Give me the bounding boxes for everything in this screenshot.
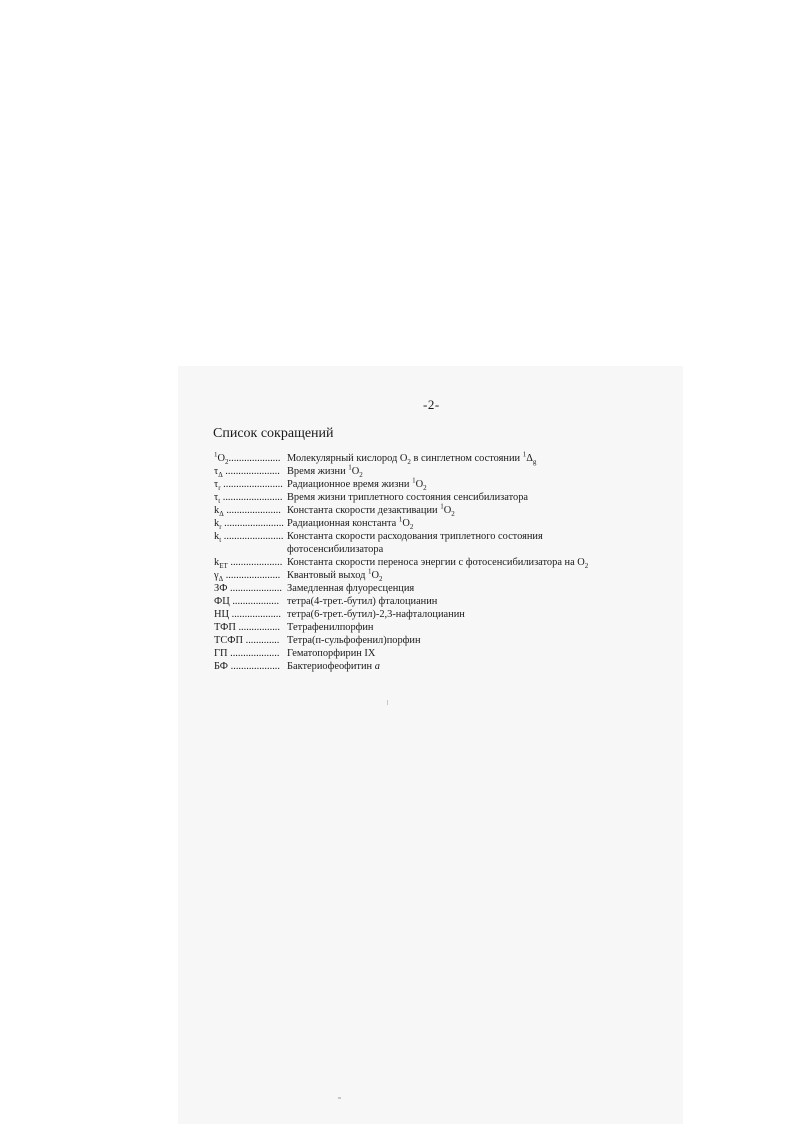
- abbreviation-term: [214, 621, 287, 634]
- abbreviation-row: [214, 569, 634, 582]
- term-leader-dots: ...................: [229, 609, 281, 620]
- definition-text: Константа скорости дезактивации: [287, 505, 441, 516]
- abbreviation-term: [214, 569, 287, 582]
- abbreviation-term: [214, 647, 287, 660]
- section-title: Список сокращений: [213, 426, 334, 441]
- term-leader-dots: .....................: [222, 466, 280, 477]
- term-leader-dots: ....................: [227, 583, 282, 594]
- abbreviation-term: [214, 478, 287, 491]
- term-subscript: r: [218, 484, 221, 491]
- definition-text: Тетрафенилпорфин: [287, 622, 374, 633]
- definition-symbol: O: [415, 479, 424, 490]
- abbreviation-row: [214, 491, 634, 504]
- definition-symbol: O: [351, 466, 360, 477]
- definition-superscript: 1: [412, 476, 416, 485]
- term-leader-dots: ...................: [227, 648, 280, 659]
- definition-subscript: 2: [423, 484, 427, 493]
- definition-text: Гематопорфирин IX: [287, 648, 376, 659]
- definition-text: Замедленная флуоресценция: [287, 583, 415, 594]
- abbreviation-definition: [287, 660, 634, 673]
- term-leader-dots: ..................: [229, 596, 280, 607]
- term-symbol: γ: [214, 570, 219, 581]
- term-subscript: Δ: [218, 575, 224, 582]
- definition-symbol: O: [371, 570, 379, 581]
- abbreviation-row: [214, 660, 634, 673]
- abbreviation-definition: [287, 491, 634, 504]
- definition-text: Время жизни триплетного состояния сенсибилизатора: [287, 492, 529, 503]
- abbreviation-definition: [287, 465, 634, 478]
- abbreviation-definition: [287, 595, 634, 608]
- term-leader-dots: .....................: [223, 505, 281, 516]
- term-symbol: ЗФ: [214, 583, 228, 594]
- definition-text: Тетра(п-сульфофенил)порфин: [287, 635, 421, 646]
- abbreviation-row: [214, 478, 634, 491]
- abbreviation-term: [214, 465, 287, 478]
- abbreviation-term: [214, 530, 287, 543]
- abbreviation-row: [214, 517, 634, 530]
- abbreviation-row: [214, 582, 634, 595]
- abbreviation-row: [214, 621, 634, 634]
- term-symbol: ТФП: [214, 622, 236, 633]
- term-symbol: ФЦ: [214, 596, 230, 607]
- abbreviation-definition: [287, 478, 634, 491]
- abbreviation-row: [214, 465, 634, 478]
- abbreviation-term: [214, 452, 287, 465]
- term-symbol: τ: [214, 479, 219, 490]
- definition-subscript: g: [532, 458, 537, 467]
- scan-speck: [338, 1097, 341, 1099]
- term-subscript: Δ: [219, 510, 224, 517]
- definition-symbol: O: [402, 518, 410, 529]
- abbreviation-term: [214, 595, 287, 608]
- term-leader-dots: .......................: [221, 518, 284, 529]
- term-leader-dots: ....................: [227, 557, 283, 568]
- scan-speck: [387, 700, 388, 705]
- abbreviation-list: [214, 452, 634, 673]
- abbreviation-definition: [287, 634, 634, 647]
- definition-superscript: 1: [522, 450, 527, 459]
- abbreviation-definition: [287, 517, 634, 530]
- abbreviation-row: [214, 647, 634, 660]
- definition-text: Константа скорости расходования триплетного состояния фотосенсибилизатора: [287, 531, 543, 555]
- definition-subscript: 2: [379, 575, 383, 584]
- abbreviation-term: [214, 608, 287, 621]
- definition-text: Бактериофеофитин: [287, 661, 375, 672]
- definition-subscript: 2: [584, 562, 589, 571]
- abbreviation-row: [214, 634, 634, 647]
- term-symbol: ГП: [214, 648, 228, 659]
- definition-text: Время жизни: [287, 466, 349, 477]
- definition-text: Радиационная константа: [287, 518, 399, 529]
- term-subscript: ET: [219, 562, 228, 569]
- abbreviation-row: [214, 556, 634, 569]
- term-symbol: k: [214, 557, 220, 568]
- abbreviation-definition: [287, 608, 634, 621]
- term-symbol: k: [214, 505, 220, 516]
- definition-text: в синглетном состоянии: [410, 453, 523, 464]
- abbreviation-row: [214, 608, 634, 621]
- term-leader-dots: .............: [243, 635, 280, 646]
- term-symbol: τ: [214, 492, 219, 503]
- definition-superscript: 1: [398, 515, 403, 524]
- definition-italic: a: [374, 661, 380, 672]
- definition-superscript: 1: [348, 463, 352, 472]
- term-superscript: 1: [214, 452, 218, 459]
- term-subscript: t: [218, 497, 221, 504]
- abbreviation-definition: [287, 582, 634, 595]
- definition-text: Радиационное время жизни: [287, 479, 413, 490]
- term-leader-dots: ....................: [228, 453, 281, 464]
- definition-superscript: 1: [440, 502, 444, 511]
- definition-text: Квантовый выход: [287, 570, 368, 581]
- abbreviation-definition: [287, 504, 634, 517]
- term-symbol: НЦ: [214, 609, 230, 620]
- term-leader-dots: .......................: [220, 492, 283, 503]
- term-subscript: 2: [225, 458, 229, 465]
- abbreviation-row: [214, 595, 634, 608]
- term-symbol: k: [214, 531, 220, 542]
- abbreviation-row: [214, 504, 634, 517]
- term-subscript: t: [219, 536, 222, 543]
- abbreviation-term: [214, 517, 287, 530]
- definition-superscript: 1: [367, 567, 372, 576]
- definition-subscript: 2: [409, 523, 414, 532]
- term-symbol: БФ: [214, 661, 229, 672]
- term-symbol: τ: [214, 466, 219, 477]
- term-leader-dots: .......................: [220, 479, 283, 490]
- term-subscript: r: [219, 523, 222, 530]
- abbreviation-row: [214, 452, 634, 465]
- term-leader-dots: ................: [235, 622, 281, 633]
- definition-subscript: 2: [451, 510, 455, 519]
- definition-text: Молекулярный кислород O: [287, 453, 408, 464]
- definition-symbol: O: [443, 505, 452, 516]
- abbreviation-definition: [287, 621, 634, 634]
- term-symbol: ТСФП: [214, 635, 243, 646]
- definition-subscript: 2: [359, 471, 363, 480]
- page-number: -2-: [423, 397, 440, 412]
- term-subscript: Δ: [218, 471, 223, 478]
- abbreviation-term: [214, 491, 287, 504]
- abbreviation-definition: [287, 452, 634, 465]
- abbreviation-term: [214, 504, 287, 517]
- abbreviation-definition: [287, 647, 634, 660]
- definition-subscript: 2: [407, 458, 411, 467]
- term-leader-dots: .......................: [221, 531, 284, 542]
- abbreviation-term: [214, 660, 287, 673]
- abbreviation-term: [214, 556, 287, 569]
- definition-text: тетра(6-трет.-бутил)-2,3-нафталоцианин: [287, 609, 465, 620]
- abbreviation-row: [214, 530, 634, 556]
- term-leader-dots: ...................: [228, 661, 280, 672]
- abbreviation-term: [214, 582, 287, 595]
- abbreviation-definition: [287, 556, 634, 569]
- term-symbol: O: [217, 453, 226, 464]
- definition-text: Константа скорости переноса энергии с фотосенсибилизатора на O: [287, 557, 585, 568]
- abbreviation-term: [214, 634, 287, 647]
- term-leader-dots: .....................: [223, 570, 281, 581]
- definition-symbol: Δ: [526, 453, 533, 464]
- definition-text: тетра(4-трет.-бутил) фталоцианин: [287, 596, 438, 607]
- abbreviation-definition: [287, 569, 634, 582]
- abbreviation-definition: [287, 530, 634, 556]
- term-symbol: k: [214, 518, 220, 529]
